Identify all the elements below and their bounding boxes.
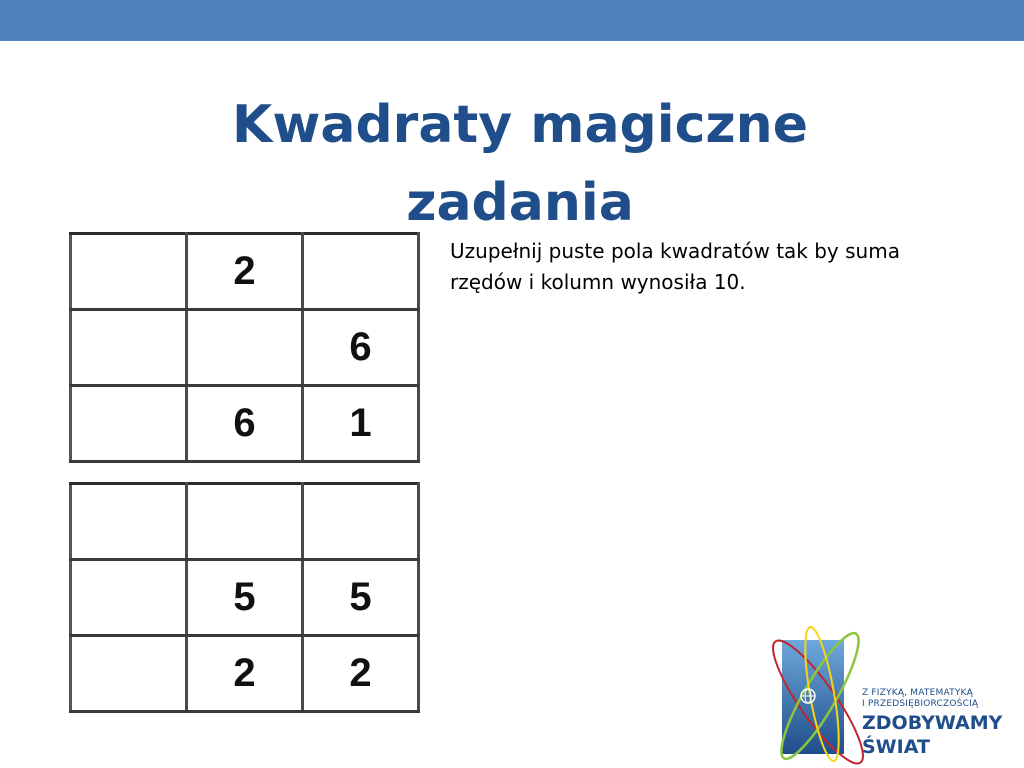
logo-line-3: ZDOBYWAMY <box>862 712 1003 734</box>
grid-cell: 1 <box>303 386 419 462</box>
grid-row <box>71 310 419 386</box>
header-bar <box>0 0 1024 41</box>
grid-cell <box>71 234 187 310</box>
grid-cell: 2 <box>303 636 419 712</box>
logo-line-2: I PRZEDSIĘBIORCZOŚCIĄ <box>862 699 979 709</box>
logo-line-1: Z FIZYKĄ, MATEMATYKĄ <box>862 688 973 698</box>
magic-square-1 <box>69 232 420 463</box>
grid-cell <box>71 560 187 636</box>
grid-row <box>71 636 419 712</box>
grid-cell: 2 <box>187 234 303 310</box>
task-instruction: Uzupełnij puste pola kwadratów tak by suma rzędów i kolumn wynosiła 10. <box>450 239 900 294</box>
grid-cell <box>71 386 187 462</box>
grid-cell <box>71 636 187 712</box>
logo-subtitle <box>862 688 978 710</box>
grid-row <box>71 560 419 636</box>
grid-cell: 5 <box>187 560 303 636</box>
grid-row <box>71 386 419 462</box>
grid-row <box>71 484 419 560</box>
grid-cell: 6 <box>187 386 303 462</box>
grid-cell <box>187 310 303 386</box>
grid-cell <box>303 234 419 310</box>
slide-title <box>100 86 940 242</box>
grid-cell: 2 <box>187 636 303 712</box>
title-line-1: Kwadraty magiczne <box>232 95 808 155</box>
logo-line-4: ŚWIAT <box>862 736 930 758</box>
grid-cell: 5 <box>303 560 419 636</box>
grid-cell: 6 <box>303 310 419 386</box>
logo-title <box>862 711 1002 759</box>
grid-cell <box>71 484 187 560</box>
magic-square-2 <box>69 482 420 713</box>
grid-row <box>71 234 419 310</box>
grid-cell <box>187 484 303 560</box>
title-line-2: zadania <box>406 173 634 233</box>
grid-cell <box>303 484 419 560</box>
grid-cell <box>71 310 187 386</box>
